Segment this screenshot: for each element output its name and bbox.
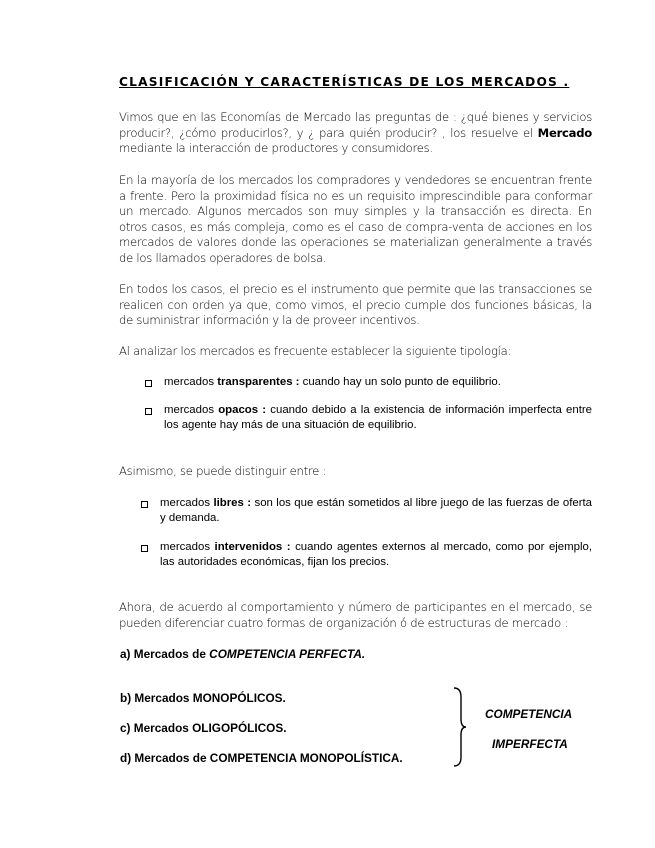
paragraph-typology-intro: Al analizar los mercados es frecuente establecer la siguiente tipología:: [119, 344, 512, 358]
paragraph-price: En todos los casos, el precio es el instrumento que permite que las transacciones se realicen con orden ya que, como vimos, el precio cumple dos funciones básicas, la de suministrar información y la de proveer incentivos.: [119, 282, 592, 328]
list-item-prefix: mercados: [160, 497, 214, 509]
market-form-d: d) Mercados de COMPETENCIA MONOPOLÍSTICA.: [120, 751, 403, 765]
list-item-opacos: [145, 403, 592, 433]
list-item-term: transparentes :: [217, 376, 300, 388]
list-item-text: [160, 496, 592, 526]
right-brace-icon: [452, 687, 468, 767]
market-form-b: b) Mercados MONOPÓLICOS.: [120, 691, 286, 705]
list-item-text: [164, 375, 592, 390]
paragraph-distinction-intro: Asimismo, se puede distinguir entre :: [119, 464, 327, 478]
market-form-a-emphasis: COMPETENCIA PERFECTA.: [209, 647, 366, 661]
square-bullet-icon: [141, 545, 148, 552]
list-item-text: [164, 403, 592, 433]
paragraph-market-structures-intro: Ahora, de acuerdo al comportamiento y número de participantes en el mercado, se pueden diferenciar cuatro formas de organización ó de estructuras de mercado :: [119, 600, 592, 630]
paragraph-intro-end: mediante la interacción de productores y consumidores.: [119, 141, 433, 156]
list-item-definition: cuando hay un solo punto de equilibrio.: [299, 376, 501, 388]
list-item-transparentes: [145, 375, 592, 390]
square-bullet-icon: [145, 380, 152, 387]
list-item-intervenidos: [141, 540, 592, 570]
list-item-prefix: mercados: [160, 541, 215, 553]
paragraph-buyers-sellers: En la mayoría de los mercados los compradores y vendedores se encuentran frente a frente. Pero la proximidad física no es un requisito imprescindible para conformar un mercado. Algunos mercados son muy simples y la transacción es directa. En otros casos, es más compleja, como es el caso de compra-venta de acciones en los mercados de valores donde las operaciones se materializan generalmente a través de los llamados operadores de bolsa.: [119, 173, 592, 265]
bold-mercado: Mercado: [537, 125, 592, 140]
paragraph-intro-text: Vimos que en las Economías de Mercado las preguntas de : ¿qué bienes y servicios producir?, ¿cómo producirlos?, y ¿ para quién producir? , los resuelve el: [119, 110, 592, 140]
list-item-text: [160, 540, 592, 570]
square-bullet-icon: [145, 408, 152, 415]
market-form-a: [120, 647, 365, 661]
list-item-libres: [141, 496, 592, 526]
list-item-definition: son los que están sometidos al libre juego de las fuerzas de oferta y demanda.: [160, 497, 592, 524]
paragraph-intro: [119, 110, 592, 157]
list-item-term: libres :: [213, 497, 252, 509]
square-bullet-icon: [141, 501, 148, 508]
document-title: CLASIFICACIÓN Y CARACTERÍSTICAS DE LOS MERCADOS .: [119, 75, 570, 89]
market-form-c: c) Mercados OLIGOPÓLICOS.: [120, 721, 287, 735]
list-item-definition: cuando debido a la existencia de información imperfecta entre los agente hay más de una situación de equilibrio.: [164, 404, 592, 431]
list-item-term: opacos :: [218, 404, 267, 416]
market-form-a-label: a) Mercados de: [120, 647, 210, 661]
brace-label-competencia: COMPETENCIA: [485, 707, 573, 721]
list-item-prefix: mercados: [164, 376, 218, 388]
list-item-definition: cuando agentes externos al mercado, como por ejemplo, las autoridades económicas, fijan los precios.: [160, 541, 592, 568]
list-item-prefix: mercados: [164, 404, 219, 416]
list-item-term: intervenidos :: [214, 541, 291, 553]
brace-label-imperfecta: IMPERFECTA: [492, 737, 568, 751]
